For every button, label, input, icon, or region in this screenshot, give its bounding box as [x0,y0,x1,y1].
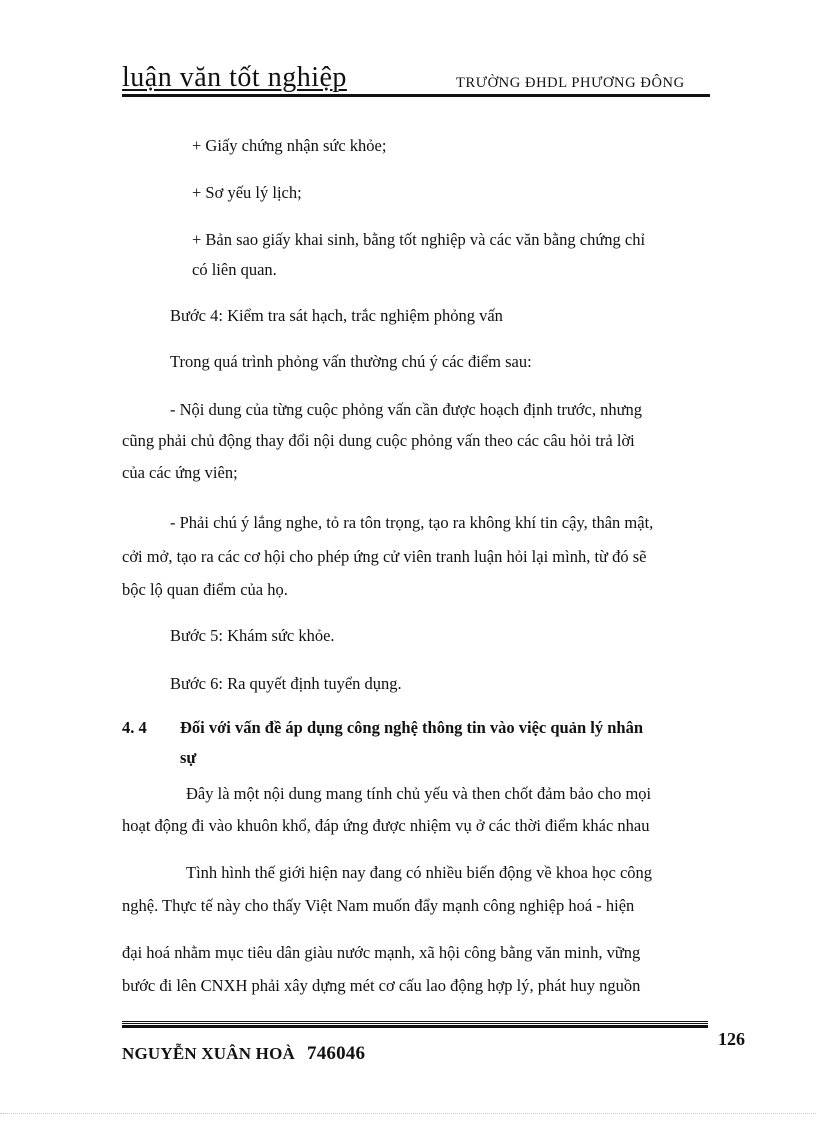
list-item-copies-line1: + Bản sao giấy khai sinh, bằng tốt nghiệp và các văn bằng chứng chỉ [192,230,646,249]
page-bottom-edge [0,1113,816,1114]
student-id: 746046 [307,1043,366,1064]
footer-rule-thick [122,1026,708,1028]
paragraph-listening-line1: - Phải chú ý lắng nghe, tỏ ra tôn trọng, tạo ra không khí tin cậy, thân mật, [170,513,654,532]
paragraph-listening-line2: cởi mở, tạo ra các cơ hội cho phép ứng cử viên tranh luận hỏi lại mình, từ đó sẽ [122,547,647,566]
header-thesis-title: luận văn tốt nghiệp [122,62,347,93]
page-number: 126 [718,1029,745,1049]
header-rule [122,94,710,97]
paragraph-interview-content-line3: của các ứng viên; [122,463,238,482]
paragraph-core-content-line2: hoạt động đi vào khuôn khổ, đáp ứng được nhiệm vụ ở các thời điểm khác nhau [122,816,650,835]
header-university-name: TRƯỜNG ĐHDL PHƯƠNG ĐÔNG [456,75,685,91]
paragraph-core-content-line1: Đây là một nội dung mang tính chủ yếu và then chốt đảm bảo cho mọi [186,784,652,803]
paragraph-world-situation-line4: bước đi lên CNXH phải xây dựng mét cơ cấu lao động hợp lý, phát huy nguồn [122,976,641,995]
list-item-resume: + Sơ yếu lý lịch; [192,183,302,202]
paragraph-world-situation-line2: nghệ. Thực tế này cho thấy Việt Nam muốn đẩy mạnh công nghiệp hoá - hiện [122,896,635,915]
list-item-health-certificate: + Giấy chứng nhận sức khỏe; [192,136,387,155]
paragraph-listening-line3: bộc lộ quan điểm của họ. [122,580,288,599]
list-item-copies-line2: có liên quan. [192,260,277,279]
paragraph-world-situation-line1: Tình hình thế giới hiện nay đang có nhiều biến động về khoa học công [186,863,653,882]
section-title-line2: sự [180,748,197,767]
footer-author [122,1043,365,1065]
paragraph-world-situation-line3: đại hoá nhằm mục tiêu dân giàu nước mạnh, xã hội công bằng văn minh, vững [122,943,641,962]
step-6-text: Bước 6: Ra quyết định tuyển dụng. [170,674,402,693]
paragraph-interview-content-line1: - Nội dung của từng cuộc phỏng vấn cần được hoạch định trước, nhưng [170,400,643,419]
step-5-text: Bước 5: Khám sức khỏe. [170,626,335,645]
section-title-line1: Đối với vấn đề áp dụng công nghệ thông tin vào việc quản lý nhân [180,718,644,737]
paragraph-interview-content-line2: cũng phải chủ động thay đổi nội dung cuộc phỏng vấn theo các câu hỏi trả lời [122,431,635,450]
section-number: 4. 4 [122,718,147,737]
author-name: NGUYỄN XUÂN HOÀ [122,1044,295,1063]
step-4-text: Bước 4: Kiểm tra sát hạch, trắc nghiệm phỏng vấn [170,306,503,325]
interview-intro-text: Trong quá trình phỏng vấn thường chú ý các điểm sau: [170,352,532,371]
